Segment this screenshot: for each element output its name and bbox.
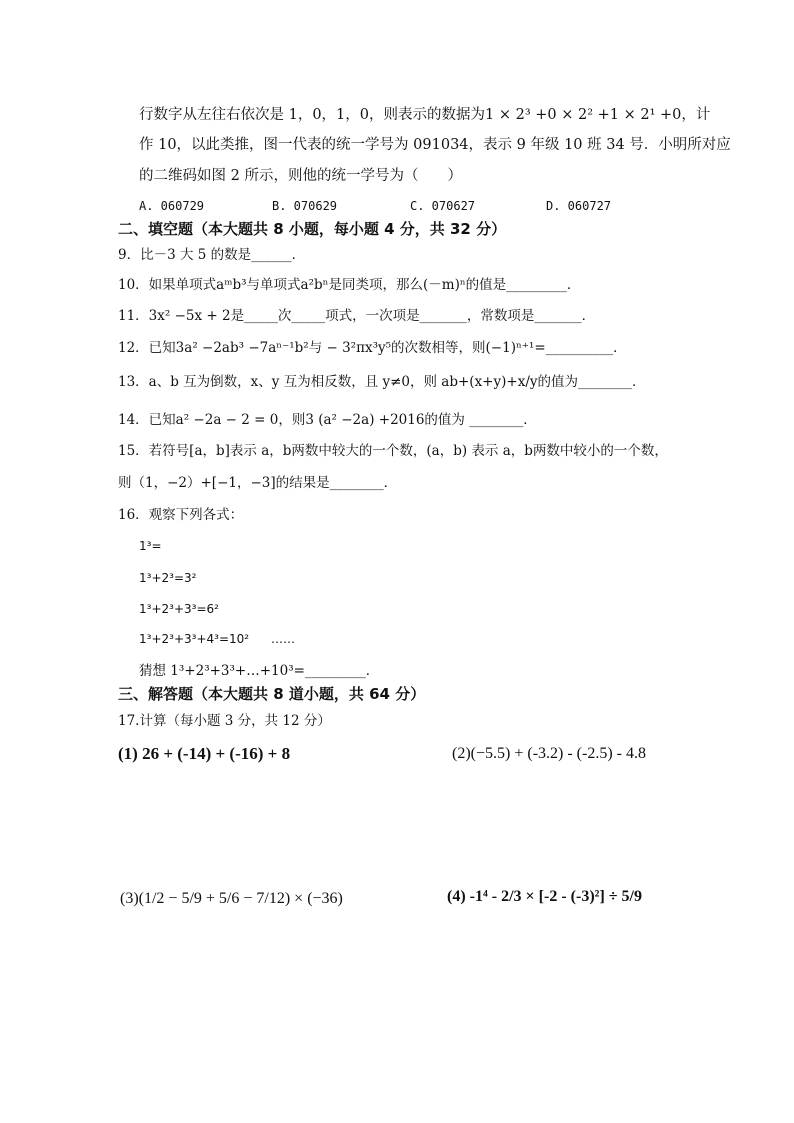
question-11: 11．3x² −5x + 2是_____次_____项式，一次项是_______，常数项是_______． xyxy=(118,308,596,324)
calc-problem-4: (4) -1⁴ - 2/3 × [-2 - (-3)²] ÷ 5/9 xyxy=(447,888,642,905)
question-15-line-1: 15．若符号[a，b]表示 a，b两数中较大的一个数，(a，b) 表示 a，b两数中较小的一个数， xyxy=(118,443,668,459)
section-3-title: 三、解答题（本大题共 8 道小题，共 64 分） xyxy=(118,685,426,703)
option-a: A. 060729 xyxy=(139,199,205,213)
question-13: 13．a、b 互为倒数，x、y 互为相反数，且 y≠0，则 ab+(x+y)+x/y的值为________． xyxy=(118,374,646,390)
question-14: 14．已知a² −2a − 2 = 0，则3 (a² −2a) +2016的值为 ________． xyxy=(118,412,537,428)
pattern-row: 1³+2³+3³+4³=10² xyxy=(139,632,250,646)
question-17-title: 17.计算（每小题 3 分，共 12 分） xyxy=(118,713,331,729)
question-9: 9．比－3 大 5 的数是______． xyxy=(118,247,306,263)
intro-line-3: 的二维码如图 2 所示，则他的统一学号为（ ） xyxy=(139,168,462,184)
question-16-guess: 猜想 1³+2³+3³+…+10³=_________． xyxy=(139,663,380,679)
question-12: 12．已知3a² −2ab³ −7aⁿ⁻¹b²与 − 3²πx³y⁵的次数相等，则(−1)ⁿ⁺¹=__________． xyxy=(118,340,627,356)
option-d: D. 060727 xyxy=(546,199,612,213)
intro-line-1: 行数字从左往右依次是 1，0，1，0，则表示的数据为1 × 2³ +0 × 2² +1 × 2¹ +0，计 xyxy=(139,107,711,123)
section-2-title: 二、填空题（本大题共 8 小题，每小题 4 分，共 32 分） xyxy=(118,220,507,238)
question-10: 10．如果单项式aᵐb³与单项式a²bⁿ是同类项，那么(－m)ⁿ的值是_________． xyxy=(118,277,581,293)
pattern-row: 1³+2³=3² xyxy=(139,571,197,585)
option-b: B. 070629 xyxy=(272,199,338,213)
calc-problem-3: (3)(1/2 − 5/9 + 5/6 − 7/12) × (−36) xyxy=(120,890,343,907)
question-15-line-2: 则（1，−2）+[−1，−3]的结果是________． xyxy=(118,475,398,491)
pattern-ellipsis: …… xyxy=(271,632,295,646)
option-c: C. 070627 xyxy=(410,199,476,213)
intro-line-2: 作 10，以此类推，图一代表的统一学号为 091034，表示 9 年级 10 班 34 号．小明所对应 xyxy=(139,137,731,153)
calc-problem-2: (2)(−5.5) + (-3.2) - (-2.5) - 4.8 xyxy=(452,745,646,762)
pattern-row: 1³= xyxy=(139,539,162,553)
question-16-title: 16．观察下列各式： xyxy=(118,507,244,523)
calc-problem-1: (1) 26 + (-14) + (-16) + 8 xyxy=(118,744,291,763)
pattern-row: 1³+2³+3³=6² xyxy=(139,602,219,616)
